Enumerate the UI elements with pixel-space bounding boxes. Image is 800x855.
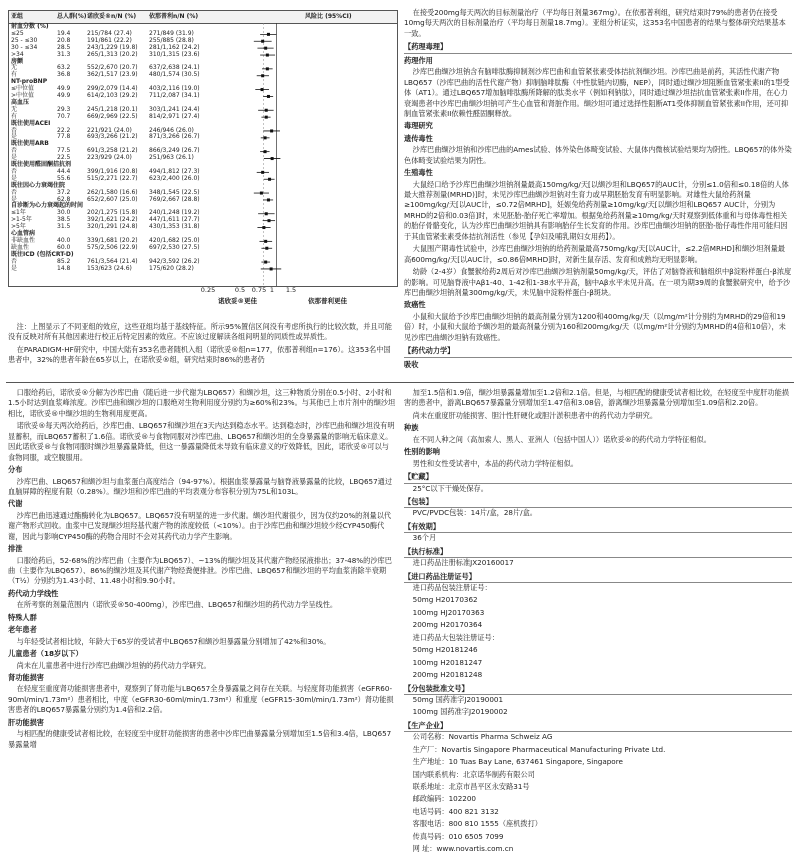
entresto-events: 399/1,916 (20.8) <box>87 167 138 175</box>
subsection-heading: 毒理研究 <box>404 121 433 131</box>
hazard-ratio-point <box>266 54 269 57</box>
section-heading: 【执行标准】 <box>404 547 792 558</box>
entresto-events: 153/623 (24.6) <box>87 264 132 272</box>
total-pct: 28.5 <box>57 43 71 51</box>
paragraph: 大鼠经口给予沙库巴曲缬沙坦钠剂量最高150mg/kg/天[以缬沙坦和LBQ657的AUC计，分别≤1.0倍和≤0.18倍的人体最大推荐剂量(MRHD)]时，未见沙库巴曲缬沙坦钠对生育力或早期胚胎发育有明显影响。对雄性大鼠给药剂量≥100mg/kg/天[以AUC计，≤0.72倍MRHD]，妊娠兔给药剂量≥10mg/kg/天[以缬沙坦和LBQ657 AUC计，分别为MRHD的2倍和0.03倍]时，未见胚胎-胎仔死亡率增加。根据兔给药剂量≥10mg/kg/天时观察到低体重和与母体毒性相关的胎仔骨骼变化，认为沙库巴曲缬沙坦钠具有影响胎仔生长发育的作用。沙库巴曲缬沙坦钠的胚胎-胎仔毒性作用可能归因于其血管紧张素受体拮抗剂活性（参见【孕妇及哺乳期妇女用药】）。 <box>404 179 789 241</box>
enalapril-events: 769/2,667 (28.8) <box>149 195 200 203</box>
hazard-ratio-point <box>260 192 263 195</box>
paragraph: 进口药品包装注册证号： <box>412 583 492 592</box>
header-entresto: 诺欣妥®n/N (%) <box>87 13 137 20</box>
enalapril-events: 697/2,530 (27.5) <box>149 243 200 251</box>
hazard-ratio-point <box>261 171 264 174</box>
subgroup-label: 既往因心力衰竭住院 <box>11 181 66 189</box>
paragraph: 小鼠和大鼠给予沙库巴曲缬沙坦钠的最高剂量分别为1200和400mg/kg/天（以mg/m²计分别约为MRHD的29倍和19倍）时，小鼠和大鼠给予缬沙坦的最高剂量分别为160和200mg/kg/天（以mg/m²计分别约为MRHD的4倍和10倍），未见沙库巴曲缬沙坦钠有致癌性。 <box>404 311 786 342</box>
manufacturer-line: 国内联系机构：北京诺华制药有限公司 <box>412 769 535 779</box>
subgroup-label: 有 <box>11 112 18 120</box>
entresto-events: 245/1,218 (20.1) <box>87 105 138 113</box>
axis-tick-label: 0.5 <box>234 286 246 294</box>
axis-tick-label: 0.75 <box>251 286 267 294</box>
entresto-events: 761/3,564 (21.4) <box>87 257 138 265</box>
enalapril-events: 303/1,241 (24.4) <box>149 105 200 113</box>
paragraph: 口服给药后，诺欣妥®分解为沙库巴曲（随后进一步代谢为LBQ657）和缬沙坦，这三种物质分别在0.5小时、2小时和1.5小时达到血浆峰浓度。沙库巴曲和缬沙坦的口服绝对生物利用度分别约为≥60%和23%。与其他已上市片剂中的缬沙坦相比，诺欣妥®中缬沙坦的生物利用度更高。 <box>8 388 396 418</box>
subsection-heading: 分布 <box>8 465 23 475</box>
enalapril-events: 430/1,353 (31.8) <box>149 223 200 231</box>
forest-row <box>9 266 397 273</box>
subgroup-label: 既往ICD (包括CRT-D) <box>11 250 74 258</box>
approval-number: 50mg 国药准字J20190001 <box>412 694 504 704</box>
enalapril-events: 310/1,315 (23.6) <box>149 50 200 58</box>
header-total-pct: 总人群(%) <box>57 13 87 20</box>
subgroup-label: 非缺血性 <box>11 236 36 244</box>
total-pct: 55.6 <box>57 174 71 182</box>
subgroup-label: 自诊断为心力衰竭起的时间 <box>11 202 84 210</box>
subsection-heading: 儿童患者（18岁以下） <box>8 649 83 659</box>
header-hazard-ratio: 风险比 (95%CI) <box>305 13 352 20</box>
enalapril-events: 175/620 (28.2) <box>149 264 194 272</box>
subgroup-label: 否 <box>11 167 18 175</box>
hazard-ratio-point <box>267 95 270 98</box>
subsection-heading: 特殊人群 <box>8 612 37 622</box>
subsection-heading: 老年患者 <box>8 625 37 635</box>
enalapril-events: 814/2,971 (27.4) <box>149 112 200 120</box>
subgroup-label: ≤25 <box>11 29 24 37</box>
enalapril-events: 403/2,116 (19.0) <box>149 85 200 93</box>
total-pct: 30.0 <box>57 209 71 217</box>
hazard-ratio-point <box>264 150 267 153</box>
total-pct: 49.9 <box>57 92 71 99</box>
forest-row <box>9 134 397 141</box>
manufacturer-line: 网 址：www.novartis.com.cn <box>412 844 514 854</box>
subgroup-label: 是 <box>11 133 18 141</box>
entresto-events: 265/1,313 (20.2) <box>87 50 138 58</box>
pharmacology-column <box>404 8 792 378</box>
page-divider <box>6 382 794 383</box>
enalapril-events: 480/1,574 (30.5) <box>149 71 200 79</box>
manufacturer-line: 联系地址：北京市昌平区永安路31号 <box>412 782 530 791</box>
subsection-heading: 排泄 <box>8 544 23 554</box>
entresto-events: 669/2,969 (22.5) <box>87 112 138 120</box>
subgroup-label: 既往使用ACEI <box>11 119 51 127</box>
section-heading: 【药理毒理】 <box>404 42 792 53</box>
entresto-events: 362/1,517 (23.9) <box>87 71 138 79</box>
entresto-events: 691/3,258 (21.2) <box>87 147 138 155</box>
paragraph: 25°C以下干燥处保存。 <box>412 483 488 493</box>
enalapril-events: 866/3,249 (26.7) <box>149 147 200 155</box>
enalapril-events: 348/1,545 (22.5) <box>149 188 200 196</box>
subgroup-label: >中位值 <box>11 92 35 99</box>
subsection-heading: 性别的影响 <box>404 447 440 457</box>
forest-row <box>9 114 397 121</box>
subgroup-label: ≤1年 <box>11 209 26 217</box>
hazard-ratio-point <box>266 67 269 70</box>
paragraph: 在轻度至重度肾功能损害患者中，观察到了肾功能与LBQ657全身暴露量之间存在关联。与轻度肾功能损害（eGFR60-90ml/min/1.73m²）患者相比，中度（eGFR30-60ml/min/1.73m²）和重度（eGFR15-30ml/min/1.73m²）肾功能损害患者的LBQ657暴露量分别约为1.4倍和2.2倍。 <box>8 684 394 715</box>
total-pct: 44.4 <box>57 167 71 175</box>
total-pct: 22.5 <box>57 154 71 162</box>
paragraph: 进口药品注册标准JX20160017 <box>412 558 514 568</box>
subgroup-label: 房颤 <box>11 57 24 65</box>
enalapril-events: 942/3,592 (26.2) <box>149 257 200 265</box>
subgroup-label: 否 <box>11 257 18 265</box>
subgroup-label: 30 - ≤34 <box>11 43 38 51</box>
hazard-ratio-point <box>267 198 270 201</box>
pharmacokinetics-column <box>8 388 396 796</box>
subgroup-label: 是 <box>11 174 18 182</box>
paragraph: 与相匹配的健康受试者相比较，在轻度至中度肝功能损害的患者中沙库巴曲暴露量分别增加至1.5倍和3.4倍，LBQ657暴露量增 <box>8 729 392 749</box>
manufacturer-line: 电话号码：400 821 3132 <box>412 806 499 816</box>
subgroup-label: 无 <box>11 64 18 72</box>
axis-left-label: 诺欣妥®更佳 <box>218 297 257 305</box>
hazard-ratio-point <box>267 33 270 36</box>
subgroup-label: >5年 <box>11 223 26 231</box>
header-enalapril: 依那普利n/N (%) <box>149 13 199 20</box>
enalapril-events: 494/1,812 (27.3) <box>149 167 200 175</box>
subsection-heading: 遗传毒性 <box>404 133 433 143</box>
registration-number: 50mg H20170362 <box>412 595 478 605</box>
paragraph: 沙库巴曲迅速通过酯酶转化为LBQ657。LBQ657没有明显的进一步代谢。缬沙坦代谢很少，因为仅约20%的剂量以代谢产物形式回收。血浆中已发现缬沙坦羟基代谢产物的浓度较低（<10%）。由于沙库巴曲和缬沙坦较少经CYP450酶代谢，因此与影响CYP450酶的药物合用时不会对其药代动力学产生影响。 <box>8 510 392 541</box>
total-pct: 77.8 <box>57 133 71 141</box>
registration-number: 100mg H20181247 <box>412 657 483 667</box>
forest-row <box>9 72 397 79</box>
forest-axis <box>8 286 396 318</box>
section-heading: 【包装】 <box>404 497 792 508</box>
hazard-ratio-point <box>264 47 267 50</box>
entresto-events: 693/3,266 (21.2) <box>87 133 138 141</box>
subsection-heading: 种族 <box>404 423 419 433</box>
hazard-ratio-point <box>268 178 271 181</box>
hazard-ratio-point <box>270 129 273 132</box>
paragraph: 沙库巴曲、LBQ657和缬沙坦与血浆蛋白高度结合（94-97%）。根据血浆暴露量与脑脊液暴露量的比较，LBQ657通过血脑屏障的程度有限（0.28%）。缬沙坦和沙库巴曲的平均表观分布容积分别为75L和103L。 <box>8 476 393 496</box>
total-pct: 22.2 <box>57 126 71 134</box>
forest-row <box>9 52 397 59</box>
hazard-ratio-point <box>268 219 271 222</box>
total-pct: 70.7 <box>57 112 71 120</box>
registration-number: 50mg H20181246 <box>412 645 478 655</box>
forest-plot-table <box>8 10 398 287</box>
section-heading: 【贮藏】 <box>404 472 792 483</box>
section-heading: 【有效期】 <box>404 522 792 533</box>
total-pct: 36.8 <box>57 71 71 79</box>
subgroup-label: 心血管病 <box>11 230 36 237</box>
paragraph: 进口药品大包装注册证号： <box>412 632 499 642</box>
total-pct: 31.5 <box>57 223 71 231</box>
manufacturer-line: 生产地址：10 Tuas Bay Lane, 637461 Singapore, Singapore <box>412 757 623 767</box>
total-pct: 14.8 <box>57 264 71 272</box>
registration-number: 200mg H20181248 <box>412 670 483 680</box>
subgroup-label: 25 - ≤30 <box>11 36 38 44</box>
total-pct: 37.2 <box>57 188 71 196</box>
total-pct: 40.0 <box>57 236 71 244</box>
forest-row <box>9 93 397 100</box>
entresto-events: 215/784 (27.4) <box>87 29 132 37</box>
subgroup-label: ≤中位值 <box>11 85 35 93</box>
entresto-events: 299/2,079 (14.4) <box>87 85 138 93</box>
hazard-ratio-point <box>265 247 268 250</box>
hazard-ratio-point <box>261 88 264 91</box>
subgroup-label: 是 <box>11 195 18 203</box>
subgroup-label: >34 <box>11 50 24 58</box>
subgroup-label: >1-5年 <box>11 216 32 224</box>
hazard-ratio-point <box>271 157 274 160</box>
product-info-column <box>404 388 792 854</box>
paragraph: 尚未在重度肝功能损害、胆汁性肝硬化或胆汁淤积患者中的药代动力学研究。 <box>412 410 658 420</box>
subgroup-label: 否 <box>11 147 18 155</box>
hazard-ratio-point <box>262 226 265 229</box>
paragraph: 与年轻受试者相比较，年龄大于65岁的受试者中LBQ657和缬沙坦暴露量分别增加了42%和30%。 <box>16 636 331 646</box>
enalapril-events: 711/2,087 (34.1) <box>149 92 200 99</box>
hazard-ratio-point <box>265 212 268 215</box>
hazard-ratio-point <box>261 40 264 43</box>
subgroup-label: 是 <box>11 154 18 162</box>
enalapril-events: 240/1,248 (19.2) <box>149 209 200 217</box>
enalapril-events: 871/3,266 (26.7) <box>149 133 200 141</box>
entresto-events: 515/2,271 (22.7) <box>87 174 138 182</box>
subgroup-label: NT-proBNP <box>11 78 48 86</box>
paragraph: 口服给药后，52-68%的沙库巴曲（主要作为LBQ657）、~13%的缬沙坦及其代谢产物经尿液排出；37-48%的沙库巴曲（主要作为LBQ657）、86%的缬沙坦及其代谢产物经粪便排泄。沙库巴曲、LBQ657和缬沙坦的平均血浆消除半衰期（T½）分别约为1.43小时、11.48小时和9.90小时。 <box>8 555 392 586</box>
subgroup-label: 射血分数 (%) <box>11 23 49 30</box>
paragraph: 在所考察的剂量范围内（诺欣妥®50-400mg），沙库巴曲、LBQ657和缬沙坦的药代动力学呈线性。 <box>16 600 338 610</box>
registration-number: 200mg H20170364 <box>412 620 483 630</box>
total-pct: 31.3 <box>57 50 71 58</box>
subgroup-label: 无 <box>11 105 18 113</box>
entresto-events: 575/2,506 (22.9) <box>87 243 138 251</box>
enalapril-events: 246/946 (26.0) <box>149 126 194 134</box>
figure-footnote: 注：上图显示了不同亚组的效应，这些亚组均基于基线特征。所示95%置信区间没有考虑所执行的比较次数，并且可能没有反映对所有其他因素进行校正后特定因素的效应。不应该过度解读各组间明显的同质性或异质性。 <box>8 322 392 342</box>
total-pct: 38.5 <box>57 216 71 224</box>
manufacturer-line: 客服电话：800 810 1555（座机拨打） <box>412 819 542 829</box>
subsection-heading: 吸收 <box>404 359 419 369</box>
forest-row <box>9 176 397 183</box>
forest-plot-graphic <box>209 11 305 286</box>
subsection-heading: 药理作用 <box>404 55 433 65</box>
subgroup-label: 有 <box>11 71 18 79</box>
paragraph: PVC/PVDC包装：14片/盒，28片/盒。 <box>412 508 537 518</box>
subgroup-label: 否 <box>11 188 18 196</box>
entresto-events: 652/2,607 (25.0) <box>87 195 138 203</box>
entresto-events: 262/1,580 (16.6) <box>87 188 138 196</box>
section-heading: 【分包装批准文号】 <box>404 684 792 695</box>
enalapril-events: 637/2,638 (24.1) <box>149 64 200 72</box>
manufacturer-line: 公司名称：Novartis Pharma Schweiz AG <box>412 732 553 742</box>
total-pct: 19.4 <box>57 29 71 37</box>
paragraph: 诺欣妥®每天两次给药后，沙库巴曲、LBQ657和缬沙坦在3天内达到稳态水平。达到稳态时，沙库巴曲和缬沙坦没有明显蓄积，而LBQ657蓄积了1.6倍。诺欣妥®与食物同服对沙库巴曲、LBQ657和缬沙坦的全身暴露量的影响无临床意义。因此诺欣妥®与食物同服时缬沙坦暴露量降低，但这一暴露量降低未导致有临床意义的疗效降低，因此，诺欣妥®可以与食物同服，或空腹服用。 <box>8 421 395 462</box>
paragraph: 在接受200mg每天两次的目标剂量治疗（平均每日剂量367mg）。在依那普利组，研究结束时79%的患者仍在接受10mg每天两次的目标剂量治疗（平均每日剂量18.7mg）。亚组分析证实，这353名中国患者的结果与整体研究结果基本一致。 <box>404 8 786 38</box>
enalapril-events: 251/963 (26.1) <box>149 154 194 162</box>
manufacturer-line: 传真号码：010 6505 7099 <box>412 831 504 841</box>
hazard-ratio-point <box>264 136 267 139</box>
paragraph: 大鼠围产期毒性试验中，沙库巴曲缬沙坦钠的给药剂量最高750mg/kg/天[以AUC计，≤2.2倍MRHD]和缬沙坦剂量最高600mg/kg/天[以AUC计，≤0.86倍MRHD]时，对新生鼠存活、发育和成熟均无明显影响。 <box>404 244 785 264</box>
total-pct: 85.2 <box>57 257 71 265</box>
entresto-events: 614/2,103 (29.2) <box>87 92 138 99</box>
enalapril-events: 447/1,611 (27.7) <box>149 216 200 224</box>
subgroup-label: 既往使用ARB <box>11 140 49 148</box>
entresto-events: 243/1,229 (19.8) <box>87 43 138 51</box>
axis-right-label: 依那普利更佳 <box>308 297 347 305</box>
total-pct: 60.0 <box>57 243 71 251</box>
subgroup-label: 高血压 <box>11 98 30 106</box>
subsection-heading: 生殖毒性 <box>404 168 433 178</box>
axis-tick-label: 0.25 <box>200 286 216 294</box>
entresto-events: 191/861 (22.2) <box>87 36 132 44</box>
forest-header-row <box>9 11 397 24</box>
paragraph: 加至1.5倍和1.9倍，缬沙坦暴露量增加至1.2倍和2.1倍。但是，与相匹配的健康受试者相比较，在轻度至中度肝功能损害的患者中，游离LBQ657暴露量分别增加至1.47倍和3.08倍，游离缬沙坦暴露量分别增加至1.09倍和2.20倍。 <box>404 388 789 408</box>
total-pct: 49.9 <box>57 85 71 93</box>
axis-tick-label: 1.5 <box>285 286 297 294</box>
entresto-events: 202/1,275 (15.8) <box>87 209 138 217</box>
enalapril-events: 281/1,162 (24.2) <box>149 43 200 51</box>
enalapril-events: 271/849 (31.9) <box>149 29 194 37</box>
subsection-heading: 肝功能损害 <box>8 717 44 727</box>
paragraph: 男性和女性受试者中，本品的药代动力学特征相似。 <box>412 458 578 468</box>
paragraph: 尚未在儿童患者中进行沙库巴曲缬沙坦钠的药代动力学研究。 <box>16 660 211 670</box>
hazard-ratio-point <box>264 261 267 264</box>
entresto-events: 223/929 (24.0) <box>87 154 132 162</box>
section-heading: 【进口药品注册证号】 <box>404 572 792 583</box>
subsection-heading: 药代动力学线性 <box>8 588 59 598</box>
enalapril-events: 420/1,682 (25.0) <box>149 236 200 244</box>
total-pct: 62.8 <box>57 195 71 203</box>
total-pct: 77.5 <box>57 147 71 155</box>
total-pct: 63.2 <box>57 64 71 72</box>
paragraph: 沙库巴曲缬沙坦钠和沙库巴曲的Ames试验、体外染色体畸变试验、大鼠体内微核试验结果均为阴性。LBQ657的体外染色体畸变试验结果为阴性。 <box>404 145 792 165</box>
paragraph: 在不同人种之间（高加索人、黑人、亚洲人（包括中国人））诺欣妥®的药代动力学特征相似。 <box>412 434 711 444</box>
header-subgroup: 亚组 <box>11 13 24 20</box>
paragraph: 幼龄（2-4岁）食蟹猴给药2周后对沙库巴曲缬沙坦钠剂量50mg/kg/天，评估了对脑脊液和脑组织中β淀粉样蛋白-β浓度的影响。可见脑脊液中Aβ1-40、1-42和1-38水平升高，脑中Aβ水平未见升高。在一项为期39周的食蟹猴研究中，给予沙库巴曲缬沙坦钠剂量300mg/kg/天，未见脑中淀粉样蛋白-β斑块。 <box>404 267 792 297</box>
hazard-ratio-point <box>270 267 273 270</box>
entresto-events: 320/1,291 (24.8) <box>87 223 138 231</box>
hazard-ratio-point <box>265 116 268 119</box>
manufacturer-line: 邮政编码：102200 <box>412 794 477 804</box>
paragraph: 沙库巴曲缬沙坦钠含有脑啡肽酶抑制剂沙库巴曲和血管紧张素受体拮抗剂缬沙坦。沙库巴曲是前药，其活性代谢产物LBQ657（沙库巴曲的活性代谢产物）抑制脑啡肽酶（中性肽链内切酶，NEP），同时通过缬沙坦阻断血管紧张素II的1型受体（AT1）。通过LBQ657增加脑啡肽酶所降解的肽类水平（例如利钠肽），同时通过缬沙坦拮抗血管紧张素II作用，在心力衰竭患者中沙库巴曲缬沙坦钠可产生心血管和肾脏作用。缬沙坦可通过选择性阻断AT1受体抑制血管紧张素II作用，还可抑制血管紧张素II依赖性醛固酮释放。 <box>404 67 790 118</box>
registration-number: 100mg HJ20170363 <box>412 607 485 617</box>
section-heading: 【生产企业】 <box>404 721 792 732</box>
entresto-events: 392/1,621 (24.2) <box>87 216 138 224</box>
hazard-ratio-point <box>264 240 267 243</box>
subsection-heading: 致癌性 <box>404 300 426 310</box>
paragraph: 36个月 <box>412 533 437 543</box>
subgroup-label: 缺血性 <box>11 243 30 251</box>
total-pct: 29.3 <box>57 105 71 113</box>
subsection-heading: 肾功能损害 <box>8 672 44 682</box>
approval-number: 100mg 国药准字J20190002 <box>412 707 508 717</box>
section-heading: 【药代动力学】 <box>404 346 792 357</box>
subgroup-label: 既往使用醛固酮拮抗剂 <box>11 161 72 168</box>
hazard-ratio-point <box>265 109 268 112</box>
figure-notes <box>8 322 396 376</box>
hazard-ratio-point <box>261 74 264 77</box>
manufacturer-line: 生产厂：Novartis Singapore Pharmaceutical Manufacturing Private Ltd. <box>412 744 666 754</box>
forest-row <box>9 224 397 231</box>
subgroup-label: 是 <box>11 264 18 272</box>
enalapril-events: 255/885 (28.8) <box>149 36 194 44</box>
subgroup-label: 否 <box>11 126 18 134</box>
entresto-events: 552/2,670 (20.7) <box>87 64 138 72</box>
axis-tick-label: 1 <box>269 286 275 294</box>
entresto-events: 221/921 (24.0) <box>87 126 132 134</box>
subsection-heading: 代谢 <box>8 499 23 509</box>
china-subgroup-paragraph: 在PARADIGM-HF研究中，中国大陆有353名患者随机入组（诺欣妥®组n=177，依那普利组n=176）。这353名中国患者中，32%的患者年龄在65岁以上，在诺欣妥®组，研究结束时86%的患者仍 <box>8 344 391 365</box>
total-pct: 20.8 <box>57 36 71 44</box>
entresto-events: 339/1,681 (20.2) <box>87 236 138 244</box>
enalapril-events: 623/2,400 (26.0) <box>149 174 200 182</box>
